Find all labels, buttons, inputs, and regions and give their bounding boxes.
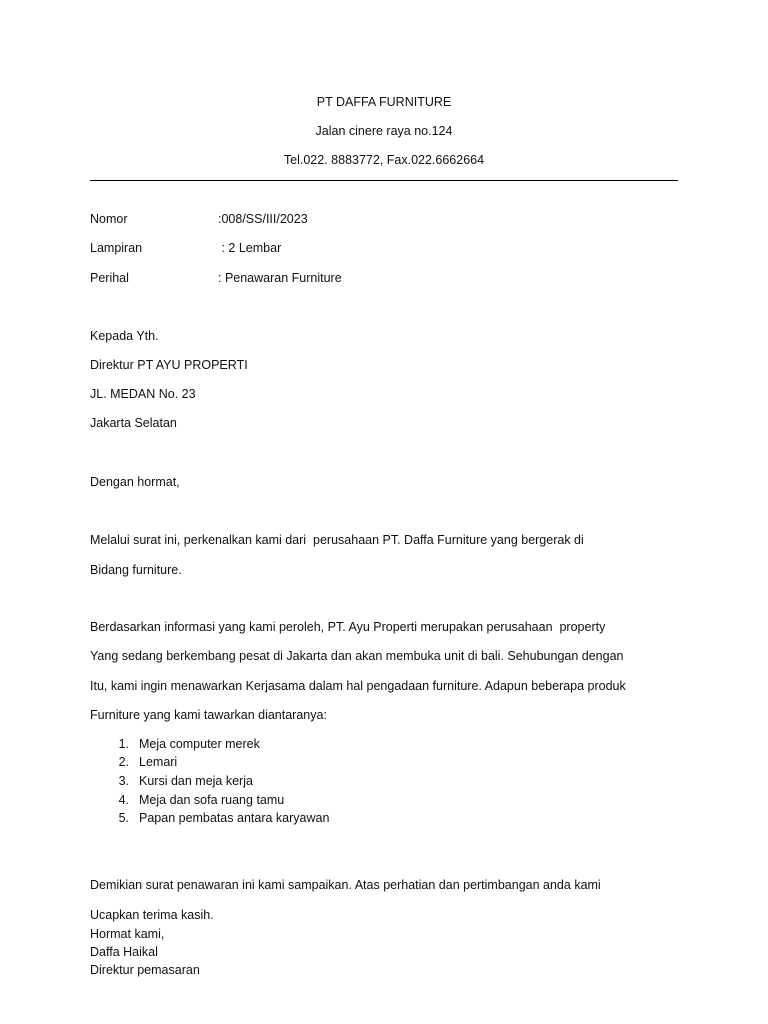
signature-regards: Hormat kami, (90, 927, 165, 941)
recipient-line: Kepada Yth. (90, 329, 159, 343)
salutation: Dengan hormat, (90, 475, 180, 489)
meta-label-nomor: Nomor (90, 212, 128, 226)
paragraph-line: Itu, kami ingin menawarkan Kerjasama dalam hal pengadaan furniture. Adapun beberapa produk (90, 679, 626, 693)
recipient-line: Direktur PT AYU PROPERTI (90, 358, 248, 372)
paragraph-line: Yang sedang berkembang pesat di Jakarta dan akan membuka unit di bali. Sehubungan dengan (90, 649, 624, 663)
paragraph-line: Melalui surat ini, perkenalkan kami dari perusahaan PT. Daffa Furniture yang bergerak di (90, 533, 584, 547)
signature-title: Direktur pemasaran (90, 963, 200, 977)
list-item: Papan pembatas antara karyawan (139, 811, 330, 825)
closing-line: Demikian surat penawaran ini kami sampaikan. Atas perhatian dan pertimbangan anda kami (90, 878, 601, 892)
company-name: PT DAFFA FURNITURE (316, 95, 452, 109)
list-item: Meja computer merek (139, 737, 260, 751)
paragraph-line: Berdasarkan informasi yang kami peroleh, PT. Ayu Properti merupakan perusahaan property (90, 620, 606, 634)
company-address: Jalan cinere raya no.124 (315, 124, 453, 138)
paragraph-line: Furniture yang kami tawarkan diantaranya: (90, 708, 327, 722)
meta-value-perihal: : Penawaran Furniture (218, 271, 342, 285)
list-item: Lemari (139, 755, 178, 769)
recipient-line: Jakarta Selatan (90, 416, 177, 430)
list-item-number: 4. (118, 793, 129, 807)
meta-label-perihal: Perihal (90, 271, 129, 285)
thanks-line: Ucapkan terima kasih. (90, 908, 214, 922)
list-item-number: 3. (118, 774, 129, 788)
company-contact: Tel.022. 8883772, Fax.022.6662664 (283, 153, 485, 167)
list-item-number: 2. (118, 755, 129, 769)
list-item-number: 1. (118, 737, 129, 751)
list-item: Kursi dan meja kerja (139, 774, 253, 788)
meta-value-nomor: :008/SS/III/2023 (218, 212, 308, 226)
signature-name: Daffa Haikal (90, 945, 158, 959)
header-divider (90, 180, 678, 181)
list-item-number: 5. (118, 811, 129, 825)
meta-label-lampiran: Lampiran (90, 241, 143, 255)
meta-value-lampiran: : 2 Lembar (218, 241, 282, 255)
paragraph-line: Bidang furniture. (90, 563, 182, 577)
list-item: Meja dan sofa ruang tamu (139, 793, 285, 807)
recipient-line: JL. MEDAN No. 23 (90, 387, 196, 401)
